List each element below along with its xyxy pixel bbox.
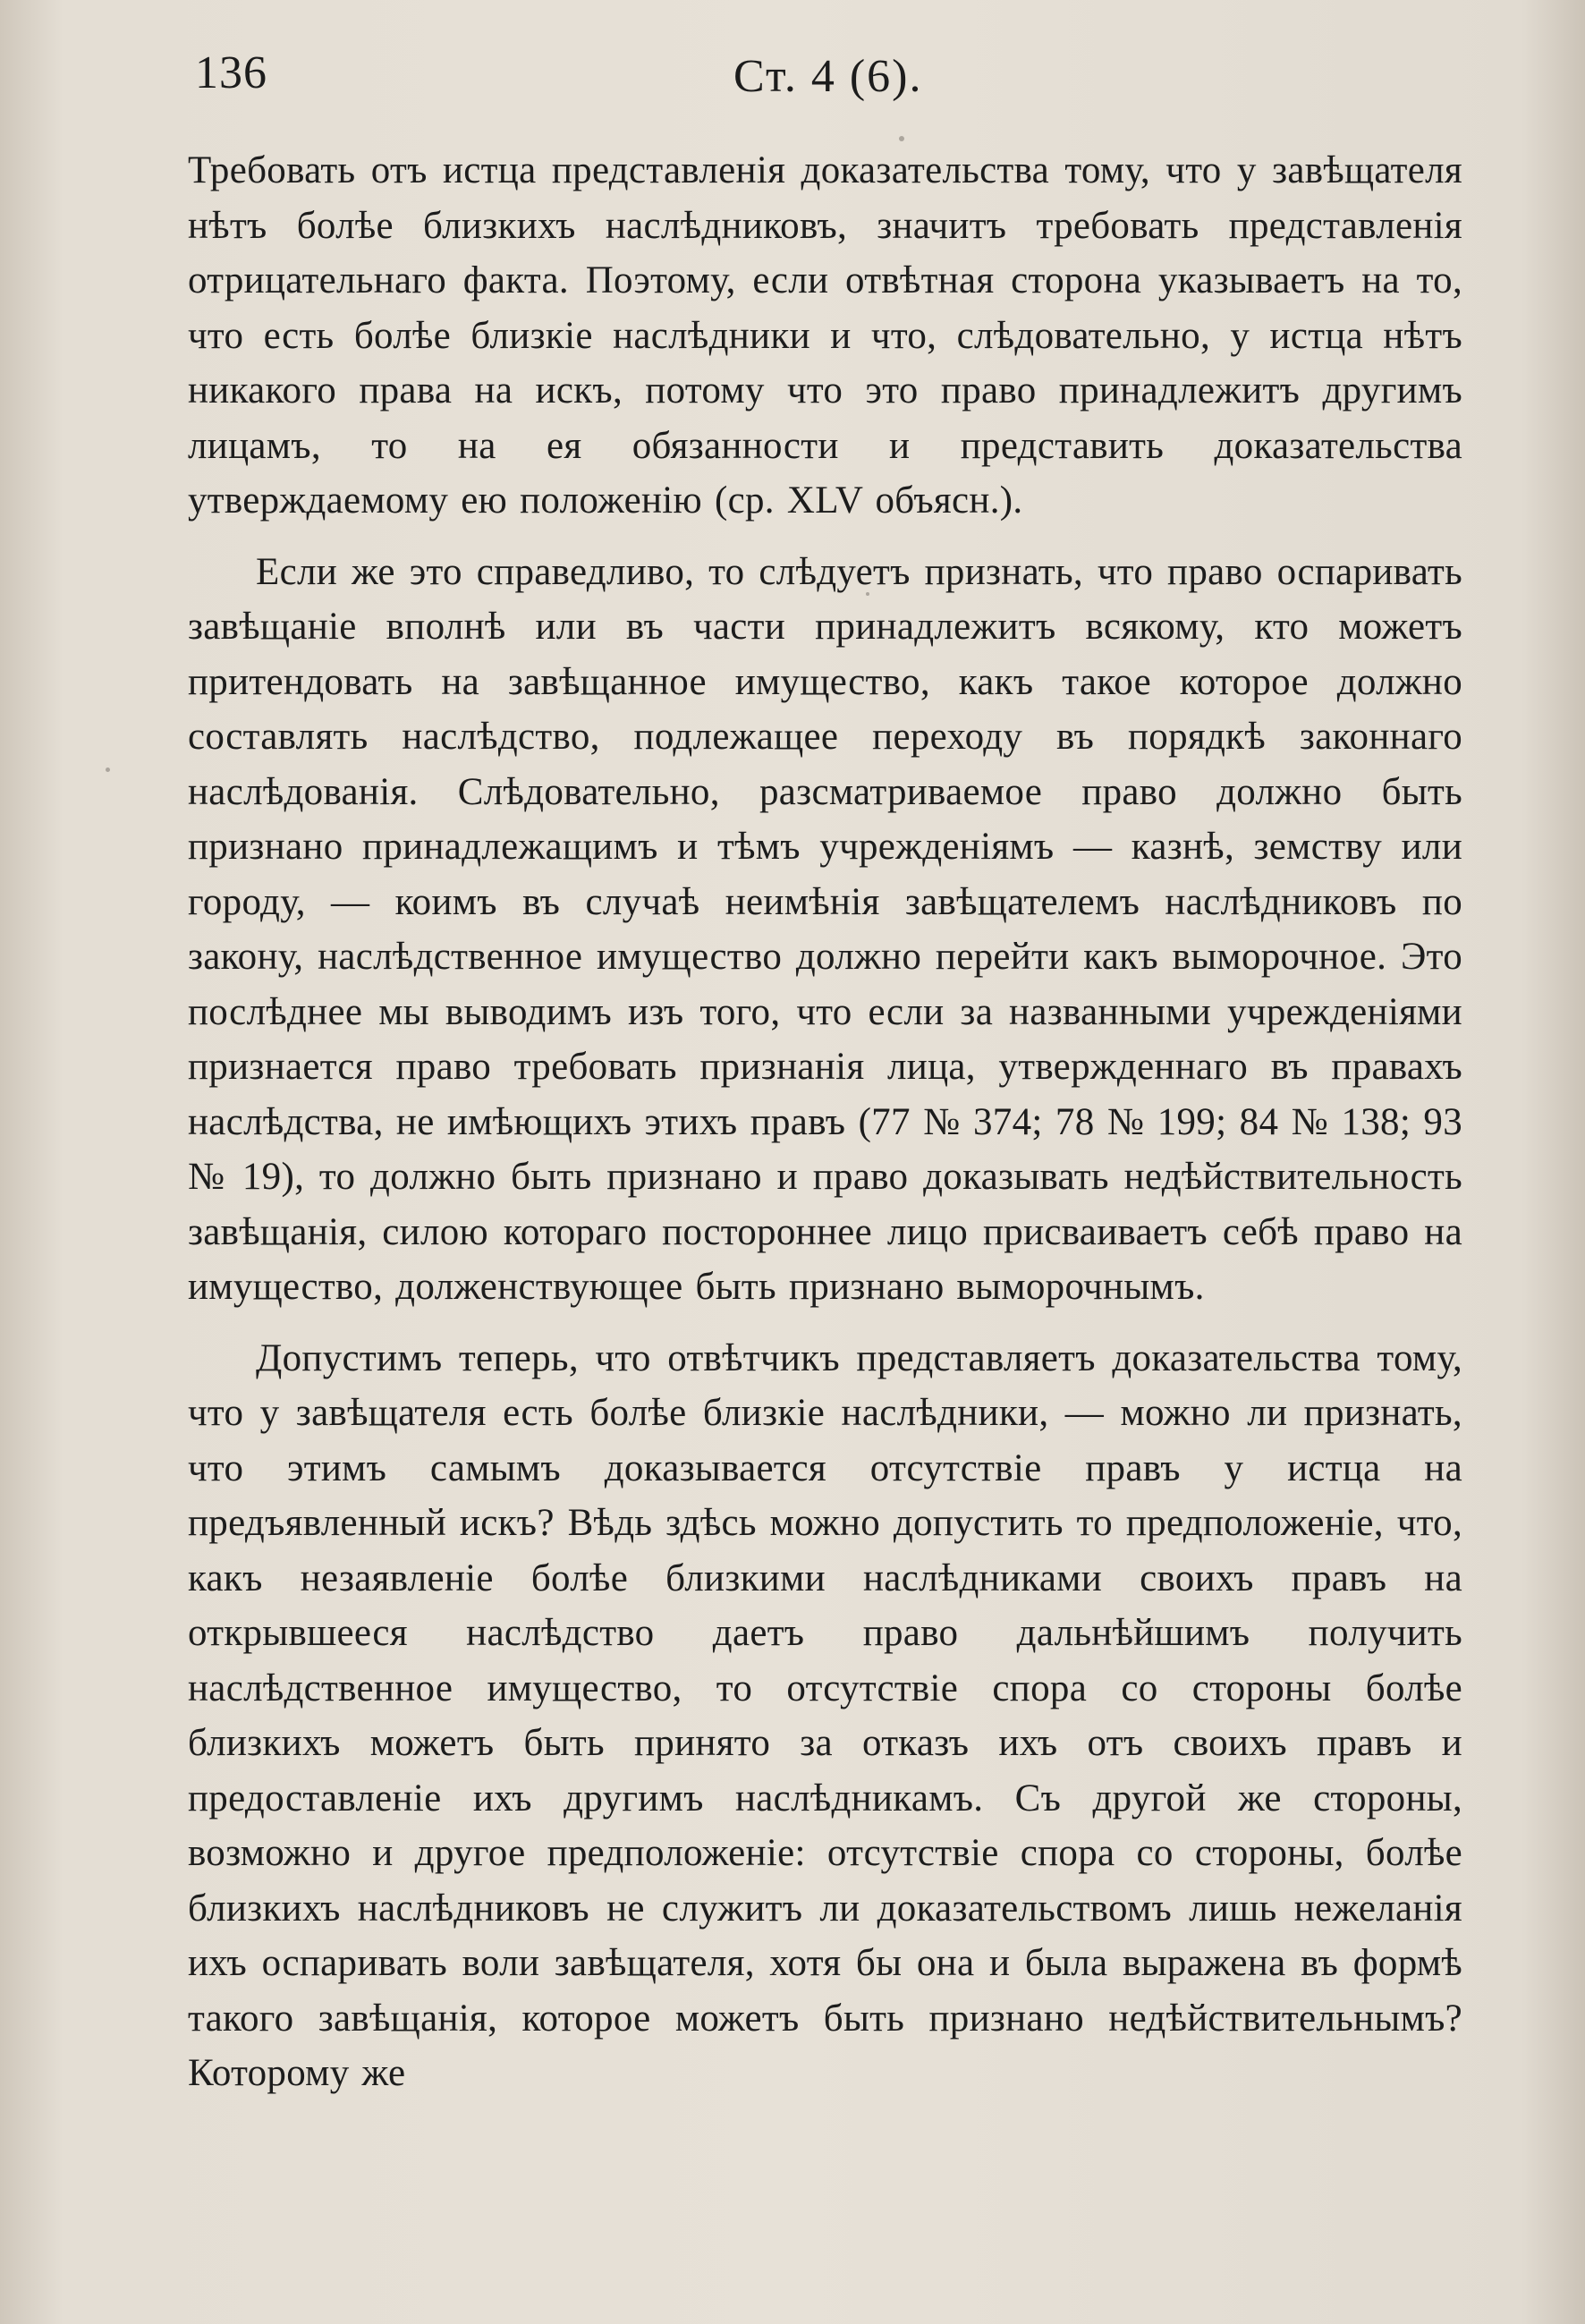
paragraph-continued: Требовать отъ истца представленія доказательства тому, что у завѣщателя нѣтъ болѣе близкихъ наслѣдниковъ, значитъ требовать представленія отрицательнаго факта. Поэтому, если отвѣтная сторона указываетъ на то, что есть болѣе близкіе наслѣдники и что, слѣдовательно, у истца нѣтъ никакого права на искъ, потому что это право принадлежитъ другимъ лицамъ, то на ея обязанности и представить доказательства утверждаемому ею положенію (ср. XLV объясн.). — [188, 149, 1462, 522]
ink-speck — [899, 136, 904, 141]
running-title: Ст. 4 (6). — [733, 51, 923, 102]
ink-speck — [106, 768, 110, 772]
paragraph: Если же это справедливо, то слѣдуетъ признать, что право оспаривать завѣщаніе вполнѣ или въ части принадлежитъ всякому, кто можетъ притендовать на завѣщанное имущество, какъ такое которое должно составлять наслѣдство, подлежащее переходу въ порядкѣ законнаго наслѣдованія. Слѣдовательно, разсматриваемое право должно быть признано принадлежащимъ и тѣмъ учрежденіямъ — казнѣ, земству или городу, — коимъ въ случаѣ неимѣнія завѣщателемъ наслѣдниковъ по закону, наслѣдственное имущество должно перейти какъ выморочное. Это послѣднее мы выводимъ изъ того, что если за названными учрежденіями признается право требовать признанія лица, утвержденнаго въ правахъ наслѣдства, не имѣющихъ этихъ правъ (77 № 374; 78 № 199; 84 № 138; 93 № 19), то должно быть признано и право доказывать недѣйствительность завѣщанія, силою котораго постороннее лицо присваиваетъ себѣ право на имущество, долженствующее быть признано выморочнымъ. — [188, 550, 1462, 1308]
paragraph: Допустимъ теперь, что отвѣтчикъ представляетъ доказательства тому, что у завѣщателя есть болѣе близкіе наслѣдники, — можно ли признать, что этимъ самымъ доказывается отсутствіе правъ у истца на предъявленный искъ? Вѣдь здѣсь можно допустить то предположеніе, что, какъ незаявленіе болѣе близкими наслѣдниками своихъ правъ на открывшееся наслѣдство даетъ право дальнѣйшимъ получить наслѣдственное имущество, то отсутствіе спора со стороны болѣе близкихъ можетъ быть принято за отказъ ихъ отъ своихъ правъ и предоставленіе ихъ другимъ наслѣдникамъ. Съ другой же стороны, возможно и другое предположеніе: отсутствіе спора со стороны, болѣе близкихъ наслѣдниковъ не служитъ ли доказательствомъ лишь нежеланія ихъ оспаривать воли завѣщателя, хотя бы она и была выражена въ формѣ такого завѣщанія, которое можетъ быть признано недѣйствительнымъ? Которому же — [188, 1336, 1462, 2094]
running-head — [0, 47, 1585, 109]
page-number: 136 — [195, 47, 267, 98]
body-text — [188, 143, 1462, 2117]
